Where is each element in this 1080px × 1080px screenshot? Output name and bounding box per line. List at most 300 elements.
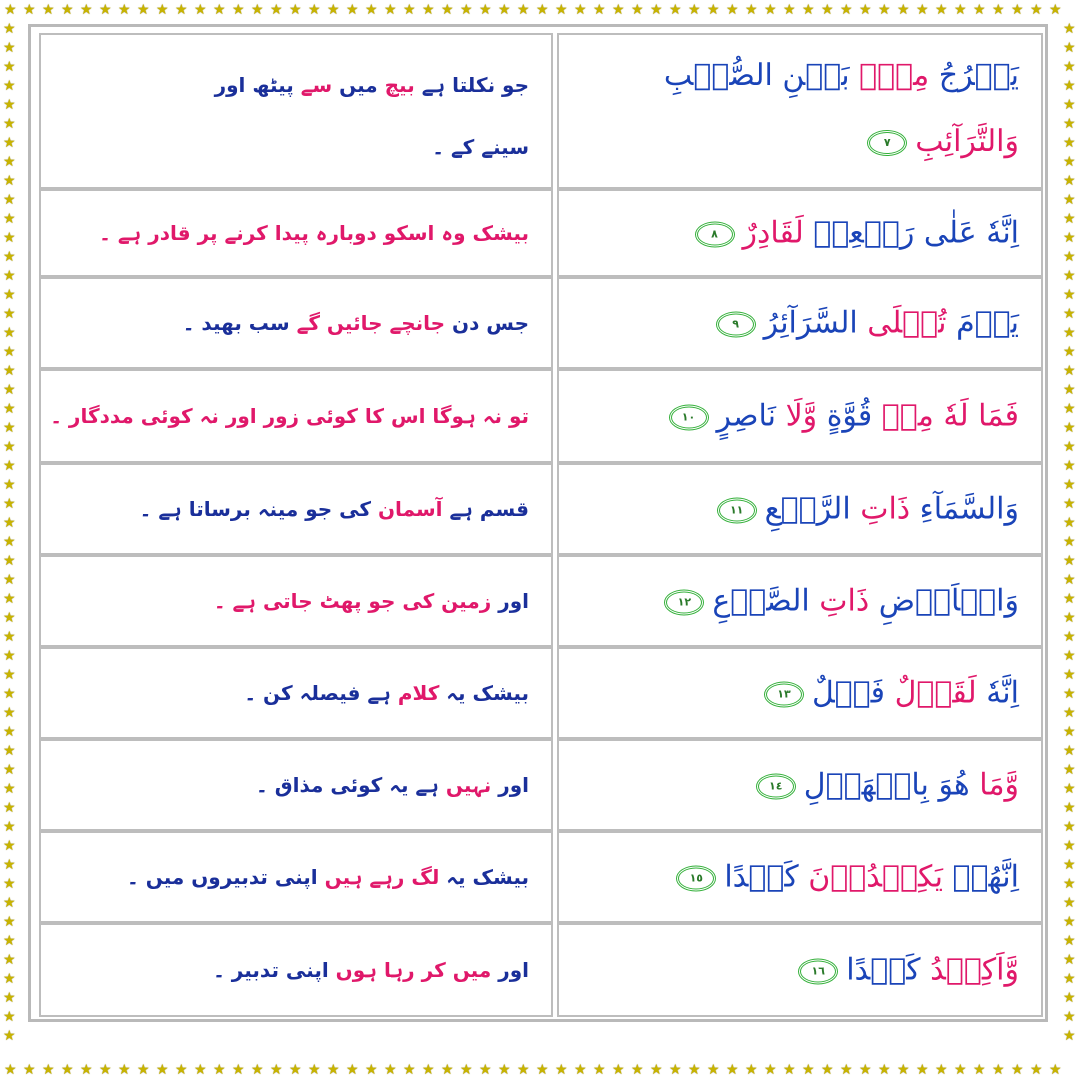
- star-icon: ★: [992, 1062, 1005, 1078]
- verse-text: [664, 579, 1019, 624]
- star-icon: ★: [1063, 439, 1076, 455]
- translation-text: [256, 769, 529, 801]
- translation-cell: [39, 33, 553, 189]
- star-icon: ★: [3, 648, 16, 664]
- translation-text: [140, 493, 529, 525]
- star-icon: ★: [1063, 990, 1076, 1006]
- verse-word: فَمَا لَهٗ مِنۡ: [872, 398, 1019, 434]
- ayah-number-marker: [669, 405, 709, 431]
- star-icon: ★: [1063, 458, 1076, 474]
- ayah-number-marker: [756, 774, 796, 800]
- star-icon: ★: [707, 1062, 720, 1078]
- star-icon: ★: [745, 1062, 758, 1078]
- verse-word: الصُّلۡبِ: [663, 58, 773, 93]
- ayah-number-marker: [798, 959, 838, 985]
- translation-word: بیشک وہ اسکو دوبارہ پیدا کرنے پر قادر ہے ۔: [99, 221, 529, 245]
- star-icon: ★: [3, 724, 16, 740]
- star-icon: ★: [4, 2, 17, 18]
- star-icon: ★: [1063, 781, 1076, 797]
- star-icon: ★: [1063, 876, 1076, 892]
- ayah-number: ١٢: [677, 595, 692, 609]
- translation-word: بیچ: [384, 73, 415, 97]
- star-icon: ★: [3, 857, 16, 873]
- verse-word: بِالۡهَزۡلِ: [803, 767, 939, 803]
- star-icon: ★: [1063, 116, 1076, 132]
- table-row: [39, 739, 1043, 831]
- ayah-number-marker: [764, 682, 804, 708]
- star-icon: ★: [3, 458, 16, 474]
- table-row: [39, 369, 1043, 463]
- star-icon: ★: [1063, 762, 1076, 778]
- star-icon: ★: [156, 1062, 169, 1078]
- ayah-number-marker: [867, 130, 907, 156]
- star-icon: ★: [232, 1062, 245, 1078]
- star-icon: ★: [1063, 306, 1076, 322]
- star-icon: ★: [3, 363, 16, 379]
- star-icon: ★: [3, 439, 16, 455]
- verse-word: ذَاتِ: [860, 491, 911, 527]
- star-icon: ★: [308, 1062, 321, 1078]
- verse-text: [664, 53, 1019, 98]
- star-icon: ★: [669, 1062, 682, 1078]
- translation-cell: [39, 647, 553, 739]
- verse-text: [669, 394, 1020, 439]
- verse-word: اِنَّهٗ عَلٰى رَجۡعِهٖ: [803, 215, 1019, 251]
- star-icon: ★: [479, 1062, 492, 1078]
- table-row: [39, 189, 1043, 277]
- star-icon: ★: [1063, 40, 1076, 56]
- verse-word: وَالۡاَرۡضِ: [869, 583, 1019, 619]
- star-icon: ★: [1063, 173, 1076, 189]
- star-icon: ★: [3, 572, 16, 588]
- star-icon: ★: [631, 2, 644, 18]
- star-icon: ★: [1063, 1009, 1076, 1025]
- star-icon: ★: [574, 2, 587, 18]
- star-icon: ★: [973, 1062, 986, 1078]
- star-icon: ★: [289, 1062, 302, 1078]
- translation-word: اپنی تدبیروں میں ۔: [127, 865, 325, 889]
- translation-word: میں کر رہا ہوں: [335, 958, 492, 982]
- star-icon: ★: [802, 2, 815, 18]
- star-icon: ★: [745, 2, 758, 18]
- translation-text: [244, 677, 529, 709]
- star-icon: ★: [232, 2, 245, 18]
- star-icon: ★: [954, 1062, 967, 1078]
- translation-word: اور: [491, 958, 529, 982]
- star-icon: ★: [1030, 1062, 1043, 1078]
- star-icon: ★: [3, 800, 16, 816]
- star-icon: ★: [764, 1062, 777, 1078]
- star-icon: ★: [517, 1062, 530, 1078]
- star-icon: ★: [992, 2, 1005, 18]
- star-icon: ★: [859, 1062, 872, 1078]
- star-icon: ★: [99, 2, 112, 18]
- star-icon: ★: [821, 1062, 834, 1078]
- star-icon: ★: [1063, 97, 1076, 113]
- star-icon: ★: [3, 1028, 16, 1044]
- star-icon: ★: [1063, 420, 1076, 436]
- star-icon: ★: [1063, 534, 1076, 550]
- star-icon: ★: [327, 1062, 340, 1078]
- verse-text: [798, 948, 1019, 993]
- translation-word: پیٹھ اور: [214, 73, 301, 97]
- star-icon: ★: [23, 2, 36, 18]
- star-icon: ★: [61, 2, 74, 18]
- star-icon: ★: [707, 2, 720, 18]
- verse-word: اِنَّهٗ: [976, 675, 1019, 711]
- verse-word: اِنَّهُمۡ: [942, 859, 1019, 895]
- verse-text: [717, 487, 1019, 532]
- star-icon: ★: [878, 2, 891, 18]
- verse-text: [676, 855, 1019, 900]
- star-icon: ★: [80, 1062, 93, 1078]
- star-icon: ★: [3, 135, 16, 151]
- star-icon: ★: [61, 1062, 74, 1078]
- verse-word: وَّاَكِيۡدُ: [920, 952, 1019, 988]
- star-icon: ★: [3, 21, 16, 37]
- translation-word: سب بھید ۔: [182, 311, 297, 335]
- star-icon: ★: [1063, 325, 1076, 341]
- verse-text: [764, 671, 1019, 716]
- star-icon: ★: [498, 1062, 511, 1078]
- star-icon: ★: [3, 971, 16, 987]
- translation-word: جس دن: [445, 311, 529, 335]
- ayah-number: ١٠: [681, 410, 696, 424]
- ayah-number-marker: [717, 498, 757, 524]
- star-icon: ★: [289, 2, 302, 18]
- star-icon: ★: [3, 629, 16, 645]
- verse-cell: [557, 555, 1043, 647]
- star-icon: ★: [1063, 686, 1076, 702]
- star-icon: ★: [1063, 477, 1076, 493]
- star-icon: ★: [384, 1062, 397, 1078]
- star-icon: ★: [631, 1062, 644, 1078]
- star-icon: ★: [3, 382, 16, 398]
- ayah-number: ١٤: [769, 779, 783, 793]
- star-icon: ★: [327, 2, 340, 18]
- star-icon: ★: [3, 952, 16, 968]
- star-icon: ★: [3, 553, 16, 569]
- ayah-number: ١٦: [811, 964, 825, 978]
- star-icon: ★: [99, 1062, 112, 1078]
- star-icon: ★: [308, 2, 321, 18]
- star-icon: ★: [3, 496, 16, 512]
- translation-word: اور: [491, 773, 529, 797]
- star-icon: ★: [916, 2, 929, 18]
- ayah-number-marker: [695, 222, 735, 248]
- translation-text: [214, 585, 529, 617]
- translation-word: میں: [332, 73, 385, 97]
- star-icon: ★: [270, 2, 283, 18]
- star-icon: ★: [1011, 1062, 1024, 1078]
- star-icon: ★: [1063, 705, 1076, 721]
- translation-cell: [39, 369, 553, 463]
- star-icon: ★: [3, 610, 16, 626]
- star-icon: ★: [802, 1062, 815, 1078]
- star-icon: ★: [213, 1062, 226, 1078]
- star-icon: ★: [916, 1062, 929, 1078]
- verse-text: [716, 301, 1019, 346]
- star-icon: ★: [422, 2, 435, 18]
- translation-text: [213, 954, 529, 986]
- star-icon: ★: [1063, 724, 1076, 740]
- translation-cell: [39, 277, 553, 369]
- star-icon: ★: [3, 515, 16, 531]
- star-icon: ★: [3, 819, 16, 835]
- star-icon: ★: [3, 173, 16, 189]
- star-icon: ★: [688, 2, 701, 18]
- star-icon: ★: [840, 2, 853, 18]
- star-icon: ★: [536, 2, 549, 18]
- translation-cell: [39, 923, 553, 1017]
- star-icon: ★: [365, 1062, 378, 1078]
- star-icon: ★: [3, 401, 16, 417]
- verse-word: الرَّجۡعِ: [764, 491, 861, 527]
- star-icon: ★: [3, 1009, 16, 1025]
- ayah-number-marker: [716, 312, 756, 338]
- verse-cell: [557, 923, 1043, 1017]
- star-icon: ★: [213, 2, 226, 18]
- verse-cell: [557, 463, 1043, 555]
- star-icon: ★: [612, 1062, 625, 1078]
- ayah-number-marker: [676, 866, 716, 892]
- star-icon: ★: [3, 116, 16, 132]
- star-icon: ★: [441, 1062, 454, 1078]
- translation-cell: [39, 189, 553, 277]
- verse-cell: [557, 277, 1043, 369]
- star-icon: ★: [175, 2, 188, 18]
- star-icon: ★: [1063, 914, 1076, 930]
- translation-word: کلام: [397, 681, 440, 705]
- verse-cell: [557, 33, 1043, 189]
- star-icon: ★: [1063, 192, 1076, 208]
- star-icon: ★: [574, 1062, 587, 1078]
- translation-text: [183, 307, 529, 339]
- table-row: [39, 555, 1043, 647]
- star-icon: ★: [3, 876, 16, 892]
- verse-word: يَوۡمَ: [946, 305, 1019, 341]
- star-icon: ★: [726, 2, 739, 18]
- verse-word: السَّرَآئِرُ: [763, 305, 868, 341]
- verse-cell: [557, 739, 1043, 831]
- translation-cell: [39, 463, 553, 555]
- star-icon: ★: [460, 1062, 473, 1078]
- star-icon: ★: [137, 2, 150, 18]
- star-icon: ★: [3, 838, 16, 854]
- star-icon: ★: [3, 325, 16, 341]
- star-icon: ★: [764, 2, 777, 18]
- star-icon: ★: [1063, 553, 1076, 569]
- star-icon: ★: [1063, 78, 1076, 94]
- star-icon: ★: [3, 895, 16, 911]
- star-icon: ★: [1011, 2, 1024, 18]
- translation-word: بیشک یہ: [439, 865, 529, 889]
- star-icon: ★: [251, 1062, 264, 1078]
- star-icon: ★: [422, 1062, 435, 1078]
- ayah-number: ١٥: [689, 871, 704, 885]
- star-icon: ★: [3, 344, 16, 360]
- star-icon: ★: [1063, 743, 1076, 759]
- translation-text: [215, 69, 529, 101]
- translation-word: سے: [300, 73, 333, 97]
- star-icon: ★: [935, 1062, 948, 1078]
- star-icon: ★: [3, 40, 16, 56]
- translation-text: [99, 217, 529, 249]
- star-icon: ★: [973, 2, 986, 18]
- translation-word: زمین کی جو پھٹ جاتی ہے ۔: [213, 589, 492, 613]
- verse-word: قُوَّةٍ: [826, 398, 873, 434]
- star-icon: ★: [878, 1062, 891, 1078]
- star-icon: ★: [1063, 1028, 1076, 1044]
- star-icon: ★: [1063, 515, 1076, 531]
- star-icon: ★: [365, 2, 378, 18]
- star-icon: ★: [3, 249, 16, 265]
- verse-word: وَّمَا: [969, 767, 1019, 803]
- star-icon: ★: [3, 686, 16, 702]
- verse-text-line2: [867, 119, 1019, 164]
- ayah-number: ١٣: [777, 687, 791, 701]
- star-icon: ★: [593, 2, 606, 18]
- translation-word: اور: [491, 589, 529, 613]
- verse-text: [756, 763, 1019, 808]
- star-icon: ★: [3, 97, 16, 113]
- star-icon: ★: [612, 2, 625, 18]
- star-icon: ★: [783, 1062, 796, 1078]
- ayah-number: ٨: [711, 227, 718, 241]
- star-icon: ★: [840, 1062, 853, 1078]
- star-icon: ★: [3, 591, 16, 607]
- verse-word: يَكِيۡدُوۡنَ: [808, 859, 943, 895]
- verse-word: يَخۡرُجُ: [929, 58, 1019, 93]
- star-icon: ★: [1063, 154, 1076, 170]
- verse-word: لَقَادِرٌ: [742, 215, 804, 251]
- star-icon: ★: [346, 1062, 359, 1078]
- star-icon: ★: [1063, 21, 1076, 37]
- star-icon: ★: [175, 1062, 188, 1078]
- star-icon: ★: [460, 2, 473, 18]
- star-icon: ★: [3, 990, 16, 1006]
- star-icon: ★: [555, 1062, 568, 1078]
- verse-word: تُبۡلَى: [867, 305, 947, 341]
- star-icon: ★: [403, 1062, 416, 1078]
- translation-word: قسم ہے: [442, 497, 529, 521]
- verse-word: لَقَوۡلٌ: [894, 675, 977, 711]
- star-icon: ★: [403, 2, 416, 18]
- star-icon: ★: [1049, 2, 1062, 18]
- star-icon: ★: [251, 2, 264, 18]
- verse-word: مِنۡۢ: [849, 58, 930, 93]
- star-icon: ★: [441, 2, 454, 18]
- star-icon: ★: [650, 2, 663, 18]
- star-icon: ★: [346, 2, 359, 18]
- star-icon: ★: [1063, 971, 1076, 987]
- translation-word: جانچے جائیں گے: [296, 311, 446, 335]
- translation-word: ہے فیصلہ کن ۔: [244, 681, 398, 705]
- table-row: [39, 463, 1043, 555]
- star-icon: ★: [1063, 572, 1076, 588]
- translation-cell: [39, 739, 553, 831]
- translation-text-line2: [432, 131, 529, 163]
- star-icon: ★: [42, 2, 55, 18]
- translation-word: جو نکلتا ہے: [414, 73, 529, 97]
- table-row: [39, 831, 1043, 923]
- star-icon: ★: [3, 287, 16, 303]
- star-icon: ★: [3, 743, 16, 759]
- ayah-number-marker: [664, 590, 704, 616]
- translation-cell: [39, 831, 553, 923]
- star-icon: ★: [1063, 648, 1076, 664]
- star-icon: ★: [1063, 667, 1076, 683]
- translation-cell: [39, 555, 553, 647]
- verse-word: نَاصِرٍ: [716, 398, 777, 434]
- star-icon: ★: [3, 211, 16, 227]
- star-icon: ★: [1063, 401, 1076, 417]
- star-icon: ★: [3, 268, 16, 284]
- star-icon: ★: [1063, 382, 1076, 398]
- star-icon: ★: [1063, 629, 1076, 645]
- star-icon: ★: [384, 2, 397, 18]
- star-icon: ★: [3, 230, 16, 246]
- star-icon: ★: [118, 2, 131, 18]
- star-icon: ★: [1063, 952, 1076, 968]
- translation-word: ہے یہ کوئی مذاق ۔: [256, 773, 446, 797]
- star-icon: ★: [3, 78, 16, 94]
- star-icon: ★: [80, 2, 93, 18]
- star-icon: ★: [1063, 591, 1076, 607]
- star-icon: ★: [1049, 1062, 1062, 1078]
- translation-word: اپنی تدبیر ۔: [213, 958, 336, 982]
- star-icon: ★: [479, 2, 492, 18]
- star-icon: ★: [1063, 895, 1076, 911]
- translation-word: تو نہ ہوگا اس کا کوئی زور اور نہ کوئی مددگار ۔: [50, 404, 529, 428]
- verse-word: فَصۡلٌ: [811, 675, 895, 711]
- star-icon: ★: [593, 1062, 606, 1078]
- star-icon: ★: [3, 933, 16, 949]
- star-icon: ★: [42, 1062, 55, 1078]
- verse-word: هُوَ: [938, 767, 970, 803]
- star-icon: ★: [1063, 496, 1076, 512]
- verse-text: [695, 211, 1020, 256]
- star-icon: ★: [118, 1062, 131, 1078]
- star-icon: ★: [3, 59, 16, 75]
- star-icon: ★: [726, 1062, 739, 1078]
- verse-word: وَّلَا: [776, 398, 827, 434]
- verse-word: الصَّدۡعِ: [712, 583, 820, 619]
- translation-word: بیشک یہ: [439, 681, 529, 705]
- verse-cell: [557, 647, 1043, 739]
- verse-table: [28, 24, 1048, 1022]
- star-icon: ★: [156, 2, 169, 18]
- star-icon: ★: [650, 1062, 663, 1078]
- star-icon: ★: [1063, 230, 1076, 246]
- translation-text: [50, 400, 529, 432]
- star-icon: ★: [3, 667, 16, 683]
- star-icon: ★: [3, 420, 16, 436]
- star-icon: ★: [3, 781, 16, 797]
- star-icon: ★: [821, 2, 834, 18]
- star-icon: ★: [859, 2, 872, 18]
- ayah-number: ٧: [883, 136, 891, 149]
- star-icon: ★: [1063, 610, 1076, 626]
- translation-word: لگ رہے ہیں: [324, 865, 440, 889]
- star-icon: ★: [4, 1062, 17, 1078]
- star-icon: ★: [3, 192, 16, 208]
- star-icon: ★: [270, 1062, 283, 1078]
- verse-word: ذَاتِ: [819, 583, 870, 619]
- translation-word: نہیں: [445, 773, 492, 797]
- star-icon: ★: [1063, 363, 1076, 379]
- table-row: [39, 277, 1043, 369]
